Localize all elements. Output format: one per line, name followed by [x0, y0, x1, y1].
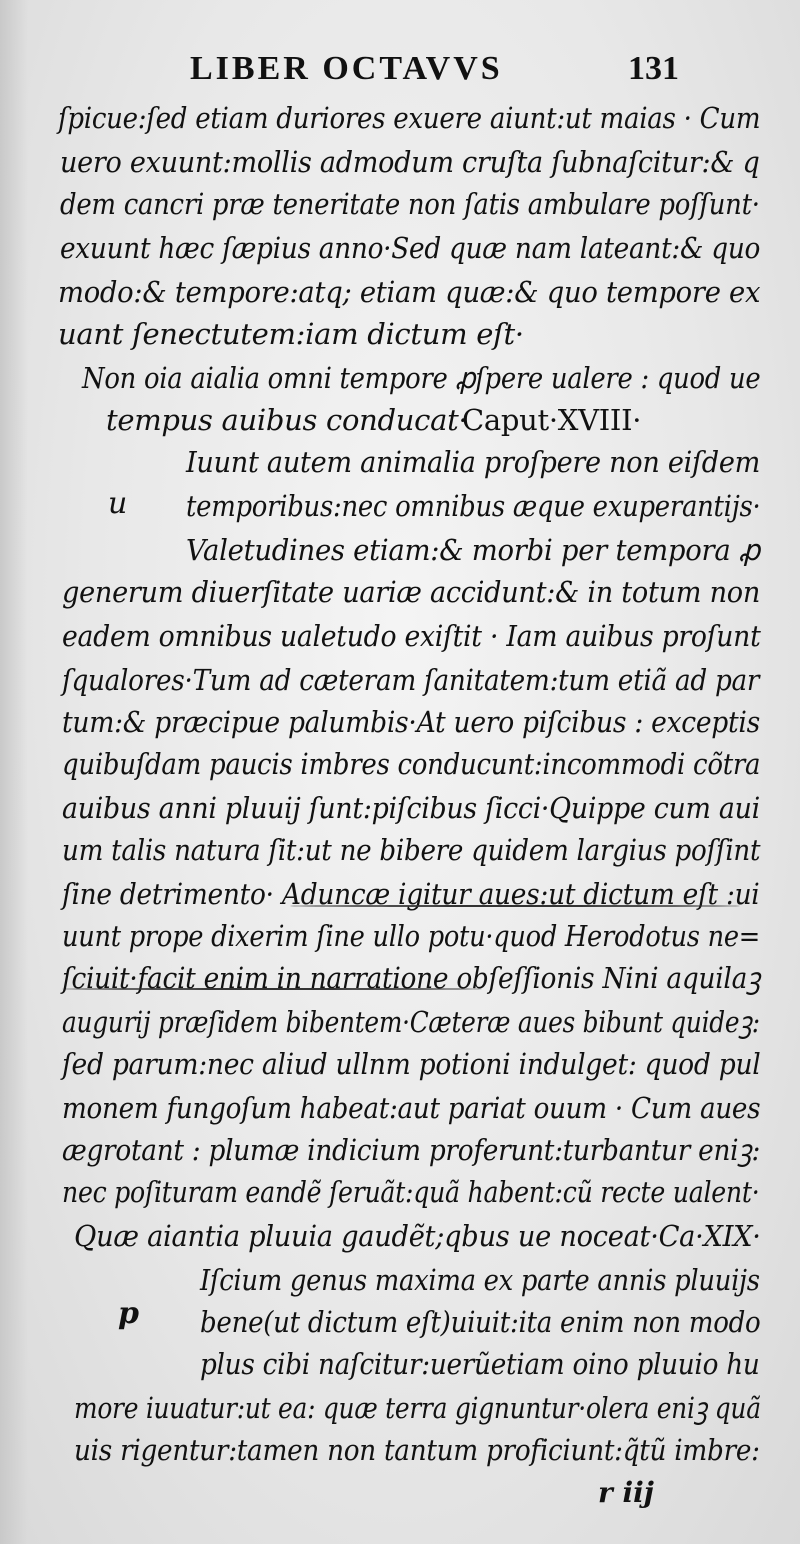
text-line: monem fungoſum habeat:aut pariat ouum · Cum aues — [62, 1091, 761, 1125]
initial-guide-letter: u — [108, 486, 128, 521]
text-line: tum:& præcipue palumbis·At uero piſcibus : exceptis — [62, 705, 760, 739]
text-line: augurij præſidem bibentem·Cæteræ aues bibunt quideꝫ: — [62, 1005, 760, 1039]
text-line: temporibus:nec omnibus æque exuperantijs· — [186, 489, 761, 523]
initial-guide-letter: p — [118, 1296, 139, 1331]
text-line: ægrotant : plumæ indicium proferunt:turbantur eniꝫ: — [62, 1133, 761, 1167]
chapter-19-title: Quæ aiantia pluuia gaudẽt;qbus ue noceat·Ca·XIX· — [74, 1219, 761, 1253]
signature-mark: r iij — [598, 1476, 654, 1509]
running-head: LIBER OCTAVVS — [190, 50, 503, 87]
page-header — [0, 50, 800, 100]
text-line: Iſcium genus maxima ex parte annis pluuijs — [200, 1263, 760, 1297]
text-line: ſpicue:ſed etiam duriores exuere aiunt:ut maias · Cum — [58, 101, 761, 135]
text-line: modo:& tempore:atq; etiam quæ:& quo tempore ex — [58, 275, 761, 309]
page-number: 131 — [628, 50, 679, 87]
text-line: ſed parum:nec aliud ullnm potioni indulget: quod pul — [62, 1047, 761, 1081]
text-line: nec poſituram eandẽ ſeruãt:quã habent:cũ recte ualent· — [62, 1175, 760, 1209]
text-line: uunt prope dixerim ſine ullo potu·quod Herodotus ne= — [62, 919, 761, 953]
handwritten-underline — [290, 905, 740, 907]
chapter-18-title-cont: tempus auibus conducat· — [106, 403, 468, 437]
text-line: quibuſdam paucis imbres conducunt:incommodi cõtra — [62, 747, 761, 781]
text-line: ſine detrimento· Aduncæ igitur aues:ut dictum eſt :ui — [62, 877, 760, 911]
chapter-18-number: Caput·XVIII· — [462, 403, 642, 437]
text-line: uero exuunt:mollis admodum cruſta ſubnaſcitur:& q — [60, 145, 760, 179]
text-line: more iuuatur:ut ea: quæ terra gignuntur·olera eniꝫ quã — [74, 1391, 761, 1425]
text-line: generum diuerſitate uariæ accidunt:& in totum non — [62, 575, 761, 609]
text-line: ſqualores·Tum ad cæteram ſanitatem:tum etiã ad par — [62, 663, 760, 697]
text-line: uis rigentur:tamen non tantum proficiunt:q̃tũ imbre: — [74, 1433, 760, 1467]
handwritten-underline — [62, 988, 482, 990]
chapter-18-title: Non oia aialia omni tempore ꝓſpere ualere : quod ue — [82, 361, 761, 395]
text-line: bene(ut dictum eſt)uiuit:ita enim non modo — [200, 1305, 761, 1339]
text-line: dem cancri præ teneritate non ſatis ambulare poſſunt· — [60, 187, 760, 221]
text-line: exuunt hæc ſæpius anno·Sed quæ nam lateant:& quo — [60, 231, 761, 265]
text-line: ſciuit·facit enim in narratione obſeſſionis Nini aquilaꝫ — [62, 961, 761, 995]
text-line: plus cibi naſcitur:uerũetiam oino pluuio hu — [200, 1347, 760, 1381]
text-line: eadem omnibus ualetudo exiſtit · Iam auibus proſunt — [62, 619, 761, 653]
text-line: auibus anni pluuij ſunt:piſcibus ſicci·Quippe cum aui — [62, 791, 760, 825]
text-line: um talis natura ſit:ut ne bibere quidem largius poſſint — [62, 833, 761, 867]
text-line: Iuunt autem animalia proſpere non eiſdem — [186, 445, 761, 479]
text-line: Valetudines etiam:& morbi per tempora ꝓ — [186, 533, 760, 567]
text-line: uant ſenectutem:iam dictum eſt· — [58, 317, 524, 351]
